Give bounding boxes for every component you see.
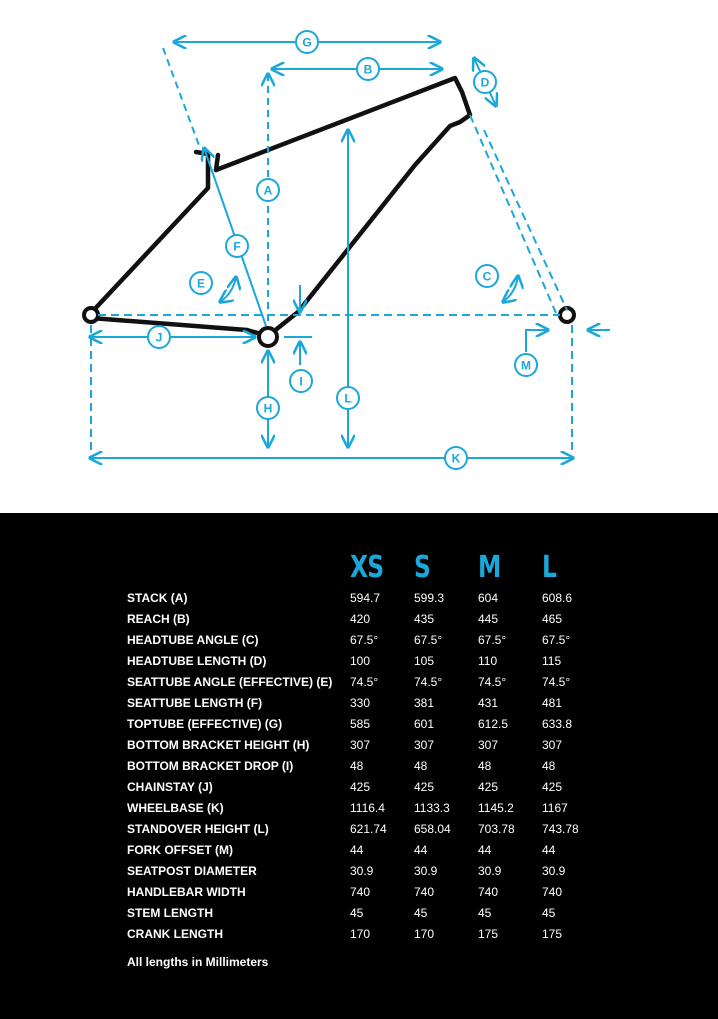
row-value-xs: 330 <box>350 696 371 710</box>
row-value-xs: 67.5° <box>350 633 379 647</box>
row-value-s: 44 <box>414 843 428 857</box>
table-row <box>0 821 718 842</box>
row-label: SEATPOST DIAMETER <box>127 864 257 878</box>
label-m: M <box>521 358 531 373</box>
row-label: STEM LENGTH <box>127 906 213 920</box>
row-value-s: 599.3 <box>414 591 445 605</box>
row-label: HEADTUBE LENGTH (D) <box>127 654 267 668</box>
row-value-l: 465 <box>542 612 563 626</box>
front-axle <box>560 308 574 322</box>
row-value-m: 307 <box>478 738 499 752</box>
table-row <box>0 800 718 821</box>
row-value-l: 175 <box>542 927 563 941</box>
row-value-m: 1145.2 <box>478 801 514 815</box>
row-value-xs: 100 <box>350 654 371 668</box>
size-header-m: M <box>478 550 501 585</box>
row-value-xs: 170 <box>350 927 371 941</box>
geometry-table <box>0 513 718 1019</box>
row-value-l: 425 <box>542 780 563 794</box>
row-label: REACH (B) <box>127 612 190 626</box>
row-label: SEATTUBE ANGLE (EFFECTIVE) (E) <box>127 675 333 689</box>
table-row <box>0 653 718 674</box>
row-value-m: 612.5 <box>478 717 509 731</box>
bottom-bracket <box>259 328 277 346</box>
row-value-s: 435 <box>414 612 435 626</box>
table-row <box>0 779 718 800</box>
size-header-l: L <box>542 550 557 585</box>
row-value-xs: 740 <box>350 885 371 899</box>
row-value-xs: 30.9 <box>350 864 374 878</box>
row-value-m: 431 <box>478 696 499 710</box>
row-value-l: 1167 <box>542 801 568 815</box>
table-row <box>0 884 718 905</box>
row-value-xs: 45 <box>350 906 364 920</box>
row-value-xs: 48 <box>350 759 364 773</box>
label-f: F <box>233 239 241 254</box>
row-value-l: 481 <box>542 696 563 710</box>
label-c: C <box>482 269 492 284</box>
row-value-s: 601 <box>414 717 435 731</box>
row-value-l: 30.9 <box>542 864 566 878</box>
row-value-m: 74.5° <box>478 675 507 689</box>
label-i: I <box>299 374 303 389</box>
row-value-m: 30.9 <box>478 864 502 878</box>
row-value-l: 743.78 <box>542 822 579 836</box>
table-row <box>0 632 718 653</box>
row-value-m: 425 <box>478 780 499 794</box>
row-label: HEADTUBE ANGLE (C) <box>127 633 259 647</box>
row-value-l: 633.8 <box>542 717 573 731</box>
table-row <box>0 842 718 863</box>
row-value-l: 608.6 <box>542 591 573 605</box>
row-value-xs: 74.5° <box>350 675 379 689</box>
dimension-labels <box>148 31 537 469</box>
row-label: FORK OFFSET (M) <box>127 843 233 857</box>
table-row <box>0 674 718 695</box>
row-value-m: 175 <box>478 927 499 941</box>
label-j: J <box>155 330 163 345</box>
row-value-m: 703.78 <box>478 822 515 836</box>
row-value-s: 658.04 <box>414 822 451 836</box>
units-footnote: All lengths in Millimeters <box>127 955 269 969</box>
row-value-l: 45 <box>542 906 556 920</box>
row-value-m: 67.5° <box>478 633 507 647</box>
row-value-s: 307 <box>414 738 435 752</box>
row-value-s: 74.5° <box>414 675 443 689</box>
row-value-xs: 1116.4 <box>350 801 385 815</box>
table-row <box>0 737 718 758</box>
row-label: BOTTOM BRACKET DROP (I) <box>127 759 294 773</box>
row-value-xs: 585 <box>350 717 371 731</box>
row-label: HANDLEBAR WIDTH <box>127 885 246 899</box>
row-value-xs: 307 <box>350 738 371 752</box>
frame-outline <box>91 78 470 336</box>
label-l: L <box>344 391 352 406</box>
row-value-xs: 425 <box>350 780 371 794</box>
row-label: TOPTUBE (EFFECTIVE) (G) <box>127 717 283 731</box>
table-row <box>0 905 718 926</box>
row-value-s: 105 <box>414 654 435 668</box>
row-value-m: 45 <box>478 906 492 920</box>
row-value-xs: 420 <box>350 612 371 626</box>
row-value-l: 307 <box>542 738 563 752</box>
table-row <box>0 926 718 947</box>
row-value-m: 48 <box>478 759 492 773</box>
table-row <box>0 716 718 737</box>
row-value-m: 445 <box>478 612 499 626</box>
row-value-l: 48 <box>542 759 556 773</box>
row-value-xs: 594.7 <box>350 591 381 605</box>
row-value-l: 67.5° <box>542 633 571 647</box>
label-b: B <box>363 62 373 77</box>
row-value-s: 170 <box>414 927 435 941</box>
row-value-m: 110 <box>478 654 498 668</box>
row-value-s: 67.5° <box>414 633 443 647</box>
row-value-m: 604 <box>478 591 499 605</box>
row-value-s: 45 <box>414 906 428 920</box>
rear-axle <box>84 308 98 322</box>
row-label: SEATTUBE LENGTH (F) <box>127 696 263 710</box>
row-value-s: 48 <box>414 759 428 773</box>
table-row <box>0 863 718 884</box>
table-row <box>0 590 718 611</box>
label-g: G <box>302 35 312 50</box>
bike-frame <box>91 78 470 336</box>
row-label: WHEELBASE (K) <box>127 801 224 815</box>
row-value-l: 115 <box>542 654 562 668</box>
row-label: CRANK LENGTH <box>127 927 223 941</box>
size-header-xs: XS <box>350 550 384 585</box>
row-value-l: 740 <box>542 885 563 899</box>
table-row <box>0 611 718 632</box>
dim-c-arc <box>503 276 518 302</box>
row-value-m: 44 <box>478 843 492 857</box>
table-row <box>0 758 718 779</box>
table-row <box>0 695 718 716</box>
dim-e-arc <box>220 277 236 302</box>
row-label: STACK (A) <box>127 591 188 605</box>
size-header-s: S <box>414 550 431 585</box>
label-d: D <box>480 75 490 90</box>
row-value-s: 1133.3 <box>414 801 450 815</box>
row-value-l: 74.5° <box>542 675 571 689</box>
label-e: E <box>196 276 206 291</box>
label-a: A <box>263 183 273 198</box>
row-value-l: 44 <box>542 843 556 857</box>
seat-extension <box>163 48 200 148</box>
row-value-xs: 621.74 <box>350 822 387 836</box>
seat-tube-top <box>216 155 218 170</box>
row-label: STANDOVER HEIGHT (L) <box>127 822 269 836</box>
dim-m-leader <box>526 330 548 352</box>
row-value-m: 740 <box>478 885 499 899</box>
row-value-s: 381 <box>414 696 435 710</box>
row-value-s: 740 <box>414 885 435 899</box>
label-h: H <box>263 401 273 416</box>
row-value-xs: 44 <box>350 843 364 857</box>
row-value-s: 425 <box>414 780 435 794</box>
label-k: K <box>451 451 461 466</box>
row-value-s: 30.9 <box>414 864 438 878</box>
row-label: CHAINSTAY (J) <box>127 780 213 794</box>
row-label: BOTTOM BRACKET HEIGHT (H) <box>127 738 310 752</box>
